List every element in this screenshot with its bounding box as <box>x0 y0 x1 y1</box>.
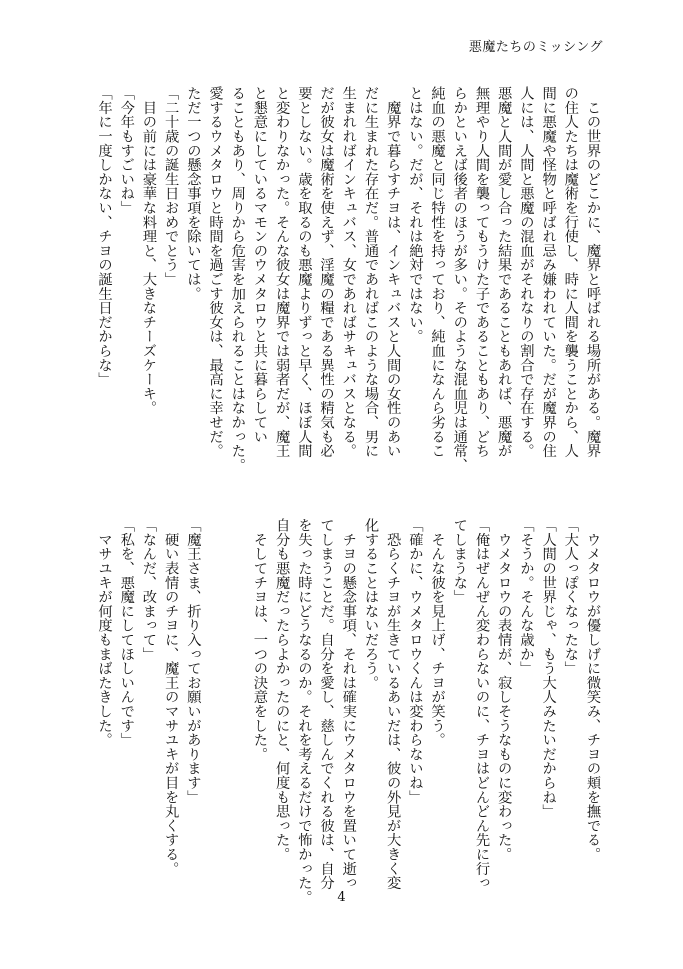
text-line: そしてチヨは、一つの決意をした。 <box>251 518 268 762</box>
text-line: 生まれればインキュバス、女であればサキュバスとなる。 <box>340 86 357 458</box>
text-line: 「なんだ、改まって」 <box>140 518 157 661</box>
text-line: 「大人っぽくなったな」 <box>562 518 579 676</box>
text-block-lower <box>93 518 604 928</box>
page-number: 4 <box>337 890 346 905</box>
text-line: 自分も悪魔だったらよかったのにと、何度も思った。 <box>274 518 291 862</box>
text-line: だが彼女は魔術を使えず、淫魔の糧である異性の精気も必 <box>318 86 335 458</box>
text-line: の住人たちは魔術を行使し、時に人間を襲うことから、人 <box>562 86 579 458</box>
text-line: 要としない。歳を取るのも悪魔よりずっと早く、ほぼ人間 <box>296 86 313 458</box>
text-line: 「魔王さま、折り入ってお願いがあります」 <box>185 518 202 804</box>
text-line: 「今年もすごいね」 <box>118 86 135 215</box>
text-line: マサユキが何度もまばたきした。 <box>96 518 113 747</box>
text-line: ウメタロウの表情が、寂しそうなものに変わった。 <box>496 518 513 862</box>
text-line: ることもあり、周りから危害を加えられることはなかった。 <box>229 86 246 473</box>
running-title: 悪魔たちのミッシング <box>468 40 603 55</box>
text-line: 無理やり人間を襲ってもうけた子であることもあり、どち <box>473 86 490 458</box>
text-line: 「二十歳の誕生日おめでとう」 <box>163 86 180 287</box>
text-line: らかといえば後者のほうが多い。そのような混血児は通常、 <box>451 86 468 473</box>
text-line: 恐らくチヨが生きているあいだは、彼の外見が大きく変 <box>385 518 402 890</box>
text-line: チヨの懸念事項、それは確実にウメタロウを置いて逝っ <box>340 518 357 890</box>
text-line: てしまうな」 <box>451 518 468 604</box>
text-line: 愛するウメタロウと時間を過ごす彼女は、最高に幸せだ。 <box>207 86 224 458</box>
text-line: 魔界で暮らすチヨは、インキュバスと人間の女性のあい <box>385 86 402 458</box>
text-line: とはない。だが、それは絶対ではない。 <box>407 86 424 344</box>
text-line: と懇意にしているマモンのウメタロウと共に暮らしてい <box>251 86 268 444</box>
text-line <box>204 518 226 928</box>
text-block-upper <box>93 86 604 496</box>
text-line: 悪魔と人間が愛し合った結果であることもあれば、悪魔が <box>496 86 513 458</box>
text-line: そんな彼を見上げ、チヨが笑う。 <box>429 518 446 747</box>
text-line <box>227 518 249 928</box>
text-line: 純血の悪魔と同じ特性を持っており、純血になんら劣るこ <box>429 86 446 458</box>
text-line: 「人間の世界じゃ、もう大人みたいだからね」 <box>540 518 557 819</box>
text-line: だに生まれた存在だ。普通であればこのような場合、男に <box>362 86 379 458</box>
text-line: この世界のどこかに、魔界と呼ばれる場所がある。魔界 <box>585 86 601 458</box>
text-line: 硬い表情のチヨに、魔王のマサユキが目を丸くする。 <box>163 518 180 876</box>
text-line: を失った時にどうなるのか。それを考えるだけで怖かった。 <box>296 518 313 905</box>
text-line: 「確かに、ウメタロウくんは変わらないね」 <box>407 518 424 804</box>
text-line: 「俺はぜんぜん変わらないのに、チヨはどんどん先に行っ <box>473 518 490 890</box>
text-line: と変わりなかった。そんな彼女は魔界では弱者だが、魔王 <box>274 86 291 458</box>
text-line: 化することはないだろう。 <box>362 518 379 690</box>
text-line: 「年に一度しかない、チヨの誕生日だからな」 <box>96 86 113 387</box>
text-line: ウメタロウが優しげに微笑み、チヨの頬を撫でる。 <box>585 518 601 862</box>
text-line: てしまうことだ。自分を愛し、慈しんでくれる彼は、自分 <box>318 518 335 890</box>
text-line: 目の前には豪華な料理と、大きなチーズケーキ。 <box>140 86 157 415</box>
text-line: 「私を、悪魔にしてほしいんです」 <box>118 518 135 747</box>
text-line: 間に悪魔や怪物と呼ばれ忌み嫌われていた。だが魔界の住 <box>540 86 557 458</box>
text-line: 人には、人間と悪魔の混血がそれなりの割合で存在する。 <box>518 86 535 458</box>
text-line: 「そうか。そんな歳か」 <box>518 518 535 676</box>
text-line: ただ一つの懸念事項を除いては。 <box>185 86 202 301</box>
